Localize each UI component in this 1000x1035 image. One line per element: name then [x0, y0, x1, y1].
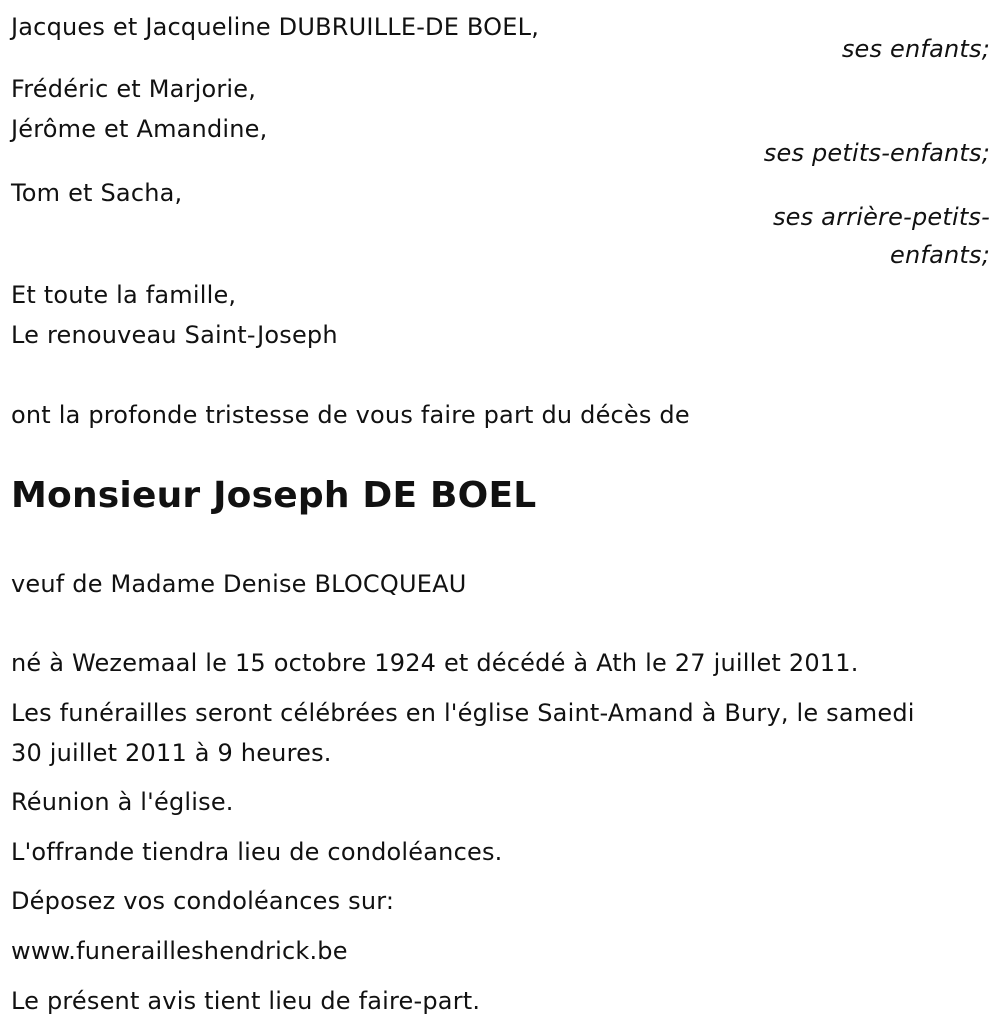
family-line-2: Le renouveau Saint-Joseph — [11, 321, 338, 349]
grandchildren-line-1: Frédéric et Marjorie, — [11, 75, 257, 103]
website-line: www.funerailleshendrick.be — [11, 937, 348, 965]
grandchildren-line-2: Jérôme et Amandine, — [11, 115, 268, 143]
grandchildren-caption: ses petits-enfants; — [763, 139, 990, 167]
meeting-line: Réunion à l'église. — [11, 788, 234, 816]
funeral-line-2: 30 juillet 2011 à 9 heures. — [11, 739, 332, 767]
widower-line: veuf de Madame Denise BLOCQUEAU — [11, 570, 467, 598]
deceased-name: Monsieur Joseph DE BOEL — [11, 475, 537, 516]
family-line-1: Et toute la famille, — [11, 281, 237, 309]
birth-death-line: né à Wezemaal le 15 octobre 1924 et décédé à Ath le 27 juillet 2011. — [11, 649, 859, 677]
footer-note-line: Le présent avis tient lieu de faire-part. — [11, 987, 481, 1015]
great-grandchildren-caption-2: enfants; — [890, 241, 990, 269]
condolences-line: Déposez vos condoléances sur: — [11, 887, 395, 915]
great-grandchildren-line: Tom et Sacha, — [11, 179, 183, 207]
children-caption: ses enfants; — [841, 35, 990, 63]
great-grandchildren-caption-1: ses arrière-petits- — [772, 203, 990, 231]
announcement-line: ont la profonde tristesse de vous faire part du décès de — [11, 401, 690, 429]
offering-line: L'offrande tiendra lieu de condoléances. — [11, 838, 503, 866]
parents-line: Jacques et Jacqueline DUBRUILLE-DE BOEL, — [11, 13, 540, 41]
funeral-line-1: Les funérailles seront célébrées en l'église Saint-Amand à Bury, le samedi — [11, 699, 915, 727]
